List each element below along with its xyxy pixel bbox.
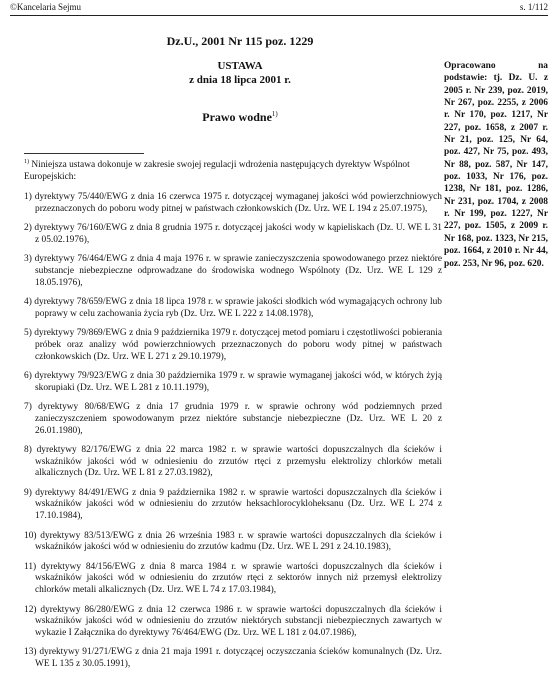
act-reference: Dz.U., 2001 Nr 115 poz. 1229: [166, 34, 314, 48]
act-type: USTAWA: [217, 60, 263, 72]
footnote-rule: [24, 153, 144, 154]
header-rule: [10, 15, 548, 16]
directive-list: [24, 192, 442, 679]
footnote-intro: [24, 157, 442, 183]
header-page-number: s. 1/112: [519, 2, 548, 12]
act-title-text: Prawo wodne: [202, 110, 272, 124]
list-item: 10) dyrektywy 83/513/EWG z dnia 26 września 1983 r. w sprawie wartości dopuszczalnych dla ścieków i wskaźników jakości wód w odniesieniu do zrzutów kadmu (Dz. Urz. WE L 291 z 24.10.1983),: [24, 530, 442, 553]
title-footnote-marker: 1): [271, 110, 278, 118]
list-item: 12) dyrektywy 86/280/EWG z dnia 12 czerwca 1986 r. w sprawie wartości dopuszczalnych dla ścieków i wskaźników jakości wód w odniesieniu do zrzutów niektórych substancji niebezpiecznych zawartych w wykazie I Załącznika do dyrektywy 76/464/EWG (Dz. Urz. WE L 181 z 04.07.1986),: [24, 604, 442, 638]
list-item: 8) dyrektywy 82/176/EWG z dnia 22 marca 1982 r. w sprawie wartości dopuszczalnych dla ścieków i wskaźników jakości wód w odniesieniu do zrzutów rtęci z przemysłu elektrolizy chlorków metali alkalicznych (Dz. Urz. WE L 81 z 27.03.1982),: [24, 445, 442, 479]
list-item: 2) dyrektywy 76/160/EWG z dnia 8 grudnia 1975 r. dotyczącej jakości wody w kąpieliskach (Dz. U. WE L 31 z 05.02.1976),: [24, 223, 442, 245]
act-date: z dnia 18 lipca 2001 r.: [189, 74, 291, 86]
list-item: 9) dyrektywy 84/491/EWG z dnia 9 października 1982 r. w sprawie wartości dopuszczalnych dla ścieków i wskaźników jakości wód w odniesieniu do zrzutów heksachlorocykloheksanu (Dz. Urz. WE L 274 z 17.10.1984),: [24, 487, 442, 522]
list-item: 13) dyrektywy 91/271/EWG z dnia 21 maja 1991 r. dotyczącej oczyszczania ścieków komunalnych (Dz. Urz. WE L 135 z 30.05.1991),: [24, 647, 442, 669]
list-item: 4) dyrektywy 78/659/EWG z dnia 18 lipca 1978 r. w sprawie jakości słodkich wód wymagających ochrony lub poprawy w celu zachowania życia ryb (Dz. Urz. WE L 222 z 14.08.1978),: [24, 297, 442, 319]
footnote-intro-text: Niniejsza ustawa dokonuje w zakresie swojej regulacji wdrożenia następujących dyrektyw Wspólnot Europejskich:: [24, 160, 410, 182]
footnote-marker: 1): [24, 159, 29, 165]
header-source: ©Kancelaria Sejmu: [10, 2, 82, 12]
sidebar-source-note: Opracowano na podstawie: tj. Dz. U. z 2005 r. Nr 239, poz. 2019, Nr 267, poz. 2255, z 2006 r. Nr 170, poz. 1217, Nr 227, poz. 1658, z 2007 r. Nr 21, poz. 125, Nr 64, poz. 427, Nr 75, poz. 493, Nr 88, poz. 587, Nr 147, poz. 1033, Nr 176, poz. 1238, Nr 181, poz. 1286, Nr 231, poz. 1704, z 2008 r. Nr 199, poz. 1227, Nr 227, poz. 1505, z 2009 r. Nr 168, poz. 1323, Nr 215, poz. 1664, z 2010 r. Nr 44, poz. 253, Nr 96, poz. 620.: [444, 61, 548, 269]
list-item: 5) dyrektywy 79/869/EWG z dnia 9 października 1979 r. dotyczącej metod pomiaru i częstotliwości pobierania próbek oraz analizy wód powierzchniowych przeznaczonych do poboru wody pitnej w państwach członkowskich (Dz. Urz. WE L 271 z 29.10.1979),: [24, 328, 442, 362]
list-item: 6) dyrektywy 79/923/EWG z dnia 30 października 1979 r. w sprawie wymaganej jakości wód, w których żyją skorupiaki (Dz. Urz. WE L 281 z 10.11.1979),: [24, 371, 442, 393]
list-item: 7) dyrektywy 80/68/EWG z dnia 17 grudnia 1979 r. w sprawie ochrony wód podziemnych przed zanieczyszczeniem spowodowanym przez niektóre substancje niebezpieczne (Dz. Urz. WE L 20 z 26.01.1980),: [24, 402, 442, 436]
list-item: 1) dyrektywy 75/440/EWG z dnia 16 czerwca 1975 r. dotyczącej wymaganej jakości wód powierzchniowych przeznaczonych do poboru wody pitnej w państwach członkowskich (Dz. Urz. WE L 194 z 25.07.1975),: [24, 192, 442, 214]
act-title: [110, 110, 370, 125]
list-item: 3) dyrektywy 76/464/EWG z dnia 4 maja 1976 r. w sprawie zanieczyszczenia spowodowanego przez niektóre substancje niebezpieczne odprowadzane do środowiska wodnego Wspólnoty (Dz. Urz. WE L 129 z 18.05.1976),: [24, 254, 442, 288]
list-item: 11) dyrektywy 84/156/EWG z dnia 8 marca 1984 r. w sprawie wartości dopuszczalnych dla ścieków i wskaźników jakości wód w odniesieniu do zrzutów rtęci z sektorów innych niż przemysł elektrolizy chlorków metali alkalicznych (Dz. Urz. WE L 74 z 17.03.1984),: [24, 561, 442, 596]
